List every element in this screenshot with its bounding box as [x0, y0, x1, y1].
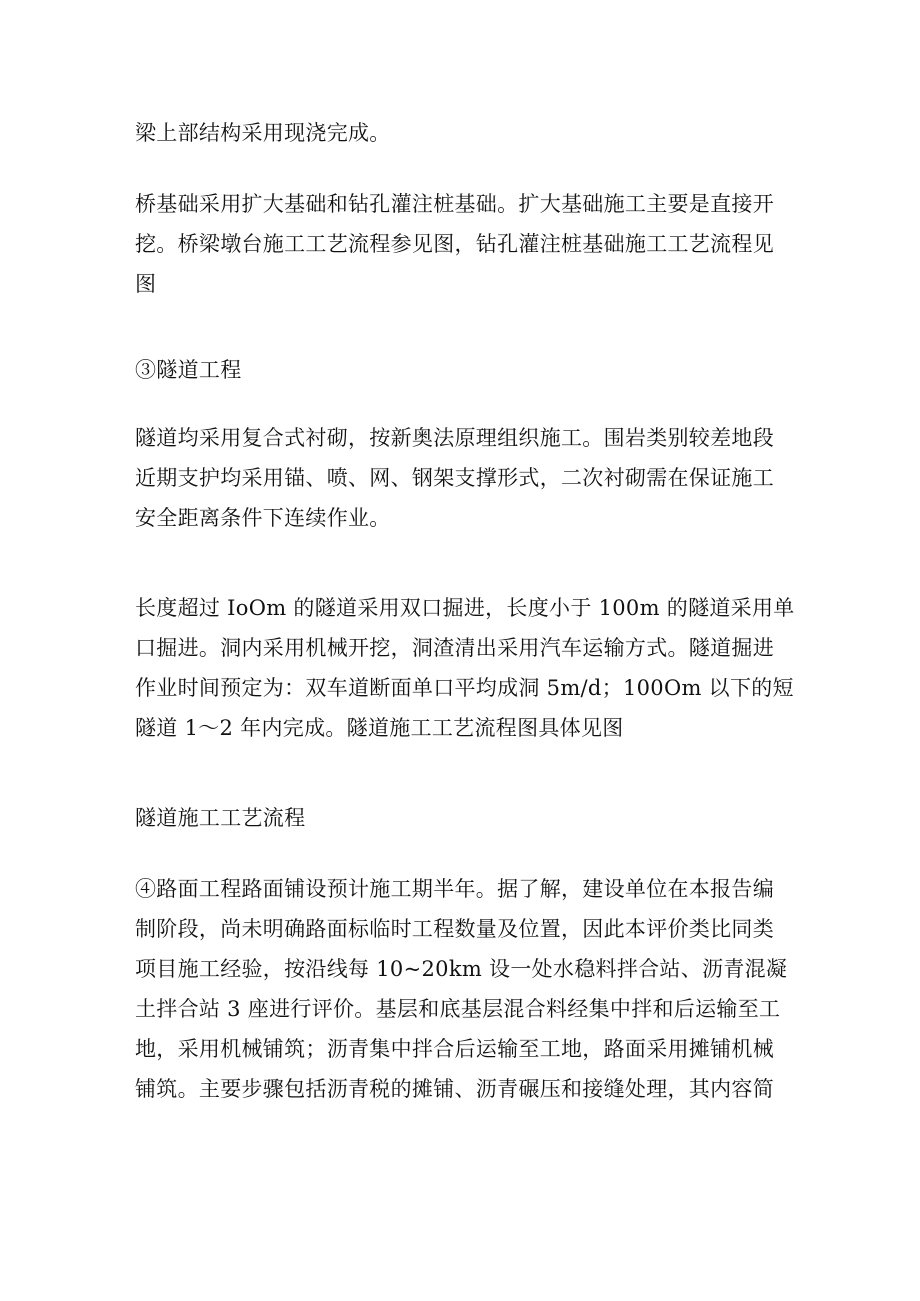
paragraph-superstructure: 梁上部结构采用现浇完成。 — [135, 121, 391, 145]
paragraph-tunnel-excavation: 长度超过 IoOm 的隧道采用双口掘进，长度小于 100m 的隧道采用单 口掘进。洞内采用机械开挖，洞渣清出采用汽车运输方式。隧道掘进 作业时间预定为：双车道断面单口平均成洞 5m/d；100Om 以下的短 隧道 1〜2 年内完成。隧道施工工艺流程图具体见图 — [135, 596, 795, 740]
paragraph-pavement-engineering: ④路面工程路面铺设预计施工期半年。据了解，建设单位在本报告编 制阶段，尚未明确路面标临时工程数量及位置，因此本评价类比同类 项目施工经验，按沿线每 10~20km 设一处水稳料拌合站、沥青混凝 土拌合站 3 座进行评价。基层和底基层混合料经集中拌和后运输至工 地，采用机械铺筑；沥青集中拌合后运输至工地，路面采用摊铺机械 铺筑。主要步骤包括沥青税的摊铺、沥青碾压和接缝处理，其内容简 — [135, 877, 788, 1101]
paragraph-bridge-foundation: 桥基础采用扩大基础和钻孔灌注桩基础。扩大基础施工主要是直接开 挖。桥梁墩台施工工艺流程参见图，钻孔灌注桩基础施工工艺流程见 图 — [135, 192, 774, 296]
paragraph-tunnel-lining: 隧道均采用复合式衬砌，按新奥法原理组织施工。围岩类别较差地段 近期支护均采用锚、喷、网、钢架支撑形式，二次衬砌需在保证施工 安全距离条件下连续作业。 — [135, 426, 774, 530]
section-heading-tunnel: ③隧道工程 — [135, 358, 242, 382]
paragraph-tunnel-process-title: 隧道施工工艺流程 — [135, 806, 306, 830]
